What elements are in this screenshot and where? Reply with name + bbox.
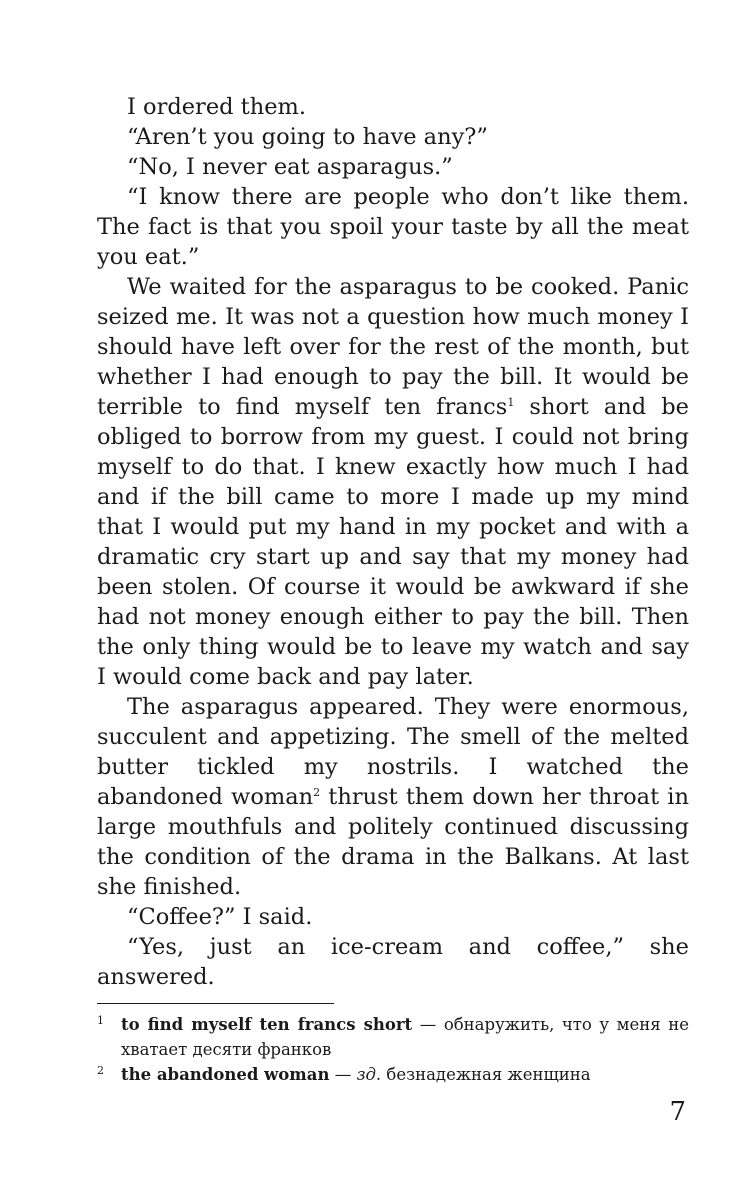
footnote-number: 2: [97, 1064, 104, 1077]
paragraph: [97, 272, 689, 692]
footnote-mark: 1: [507, 396, 515, 409]
paragraph: “Aren’t you going to have any?”: [127, 124, 488, 150]
paragraph-text: The asparagus appeared. They were enormous, succulent and appetizing. The smell of the melted butter tickled my nostrils. I watched the abandoned woman: [97, 694, 689, 810]
footnote-dash: —: [412, 1015, 444, 1034]
main-text: [97, 92, 689, 992]
footnote: [97, 1012, 689, 1062]
paragraph-text: We waited for the asparagus to be cooked. Panic seized me. It was not a question how much money I should have left over for the rest of the month, but whether I had enough to pay the bill. It would be terrible to find myself ten francs: [97, 274, 689, 420]
paragraph-text: thrust them down her throat in large mouthfuls and politely continued discussing the condition of the drama in the Balkans. At last she finished.: [97, 784, 689, 900]
footnotes: [97, 1012, 689, 1087]
paragraph: “Yes, just an ice-cream and coffee,” she answered.: [97, 934, 689, 990]
paragraph: “Coffee?” I said.: [127, 904, 313, 930]
footnote-note: безнадежная женщина: [381, 1065, 591, 1084]
footnote-number: 1: [97, 1014, 104, 1027]
footnote-dash: —: [329, 1065, 357, 1084]
page-body: [97, 92, 689, 992]
paragraph: I ordered them.: [127, 94, 307, 120]
footnote-abbr: зд.: [356, 1065, 382, 1084]
page-number: 7: [669, 1097, 686, 1127]
paragraph: [97, 692, 689, 902]
footnote-note: обнаружить, что у меня не хватает десяти франков: [121, 1015, 689, 1059]
paragraph: “I know there are people who don’t like them. The fact is that you spoil your taste by all the meat you eat.”: [97, 184, 689, 270]
paragraph: “No, I never eat asparagus.”: [127, 154, 453, 180]
footnote-term: to find myself ten francs short: [121, 1015, 413, 1034]
footnote-divider: [97, 1003, 334, 1004]
paragraph-text: short and be obliged to borrow from my guest. I could not bring myself to do that. I knew exactly how much I had and if the bill came to more I made up my mind that I would put my hand in my pocket and with a dramatic cry start up and say that my money had been stolen. Of course it would be awkward if she had not money enough either to pay the bill. Then the only thing would be to leave my watch and say I would come back and pay later.: [97, 394, 690, 690]
footnote: [97, 1062, 689, 1087]
footnote-mark: 2: [313, 786, 321, 799]
footnote-term: the abandoned woman: [121, 1065, 330, 1084]
